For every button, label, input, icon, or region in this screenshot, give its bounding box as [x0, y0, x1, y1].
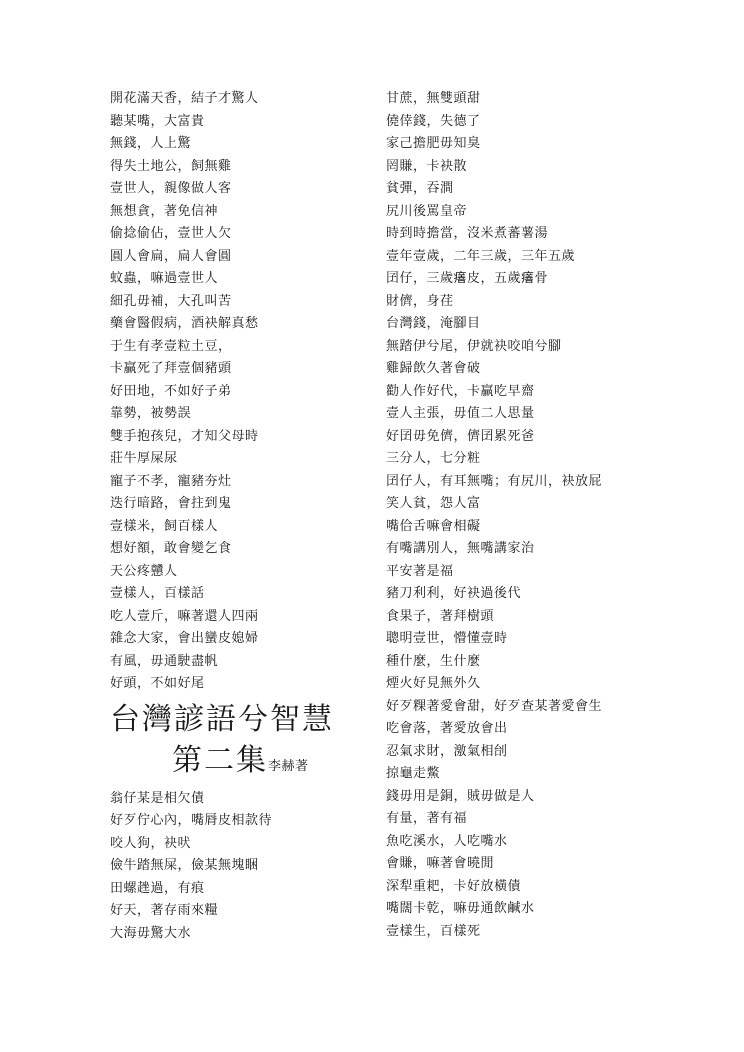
proverb-line: 深犁重耙，卡好放橫債 — [386, 878, 522, 894]
proverb-line: 天公疼戇人 — [110, 563, 178, 579]
proverb-list-right — [386, 88, 676, 943]
proverb-line: 無踏伊兮尾，伊就袂咬咱兮腳 — [386, 338, 562, 354]
proverb-line: 偷捻偷佔，壹世人欠 — [110, 226, 232, 241]
proverb-list-left-top — [110, 88, 370, 696]
proverb-line: 三分人，七分粧 — [386, 451, 481, 466]
proverb-line: 細孔毋補，大孔叫苦 — [110, 293, 232, 309]
proverb-line: 寵子不孝，寵豬夯灶 — [110, 473, 232, 489]
proverb-line: 囝仔，三歲𤺪皮，五歲𤺪骨 — [386, 271, 549, 286]
proverb-line: 翁仔某是相欠債 — [110, 790, 205, 806]
proverb-line: 囝仔人，有耳無嘴；有尻川，袂放屁 — [386, 473, 603, 489]
proverb-line: 會賺，嘛著會曉閒 — [386, 856, 495, 871]
proverb-line: 壹人主張，毋值二人思量 — [386, 406, 535, 421]
proverb-line: 迭行暗路，會拄到鬼 — [110, 496, 232, 511]
proverb-line: 田螺趖過，有痕 — [110, 880, 205, 896]
proverb-line: 想好額，敢會變乞食 — [110, 541, 232, 556]
proverb-line: 煙火好見無外久 — [386, 676, 481, 691]
proverb-line: 無錢，人上驚 — [110, 136, 192, 151]
proverb-line: 台灣錢，淹腳目 — [386, 316, 481, 331]
proverb-line: 雜念大家，會出蠻皮媳婦 — [110, 631, 259, 646]
proverb-line: 笑人貧，怨人富 — [386, 496, 481, 511]
left-column — [110, 88, 370, 945]
proverb-line: 咬人狗，袂吠 — [110, 835, 192, 851]
proverb-line: 吃人壹斤，嘛著還人四兩 — [110, 608, 259, 624]
proverb-line: 無想貪，著免信神 — [110, 203, 219, 219]
proverb-line: 貧彈，吞澗 — [386, 181, 454, 196]
proverb-line: 雙手抱孩兒，才知父母時 — [110, 428, 259, 444]
proverb-line: 好頭，不如好尾 — [110, 676, 205, 691]
author-label: 李赫著 — [268, 758, 309, 774]
proverb-line: 平安著是福 — [386, 563, 454, 579]
proverb-line: 壹年壹歲，二年三歲，三年五歲 — [386, 248, 576, 264]
proverb-line: 壹樣生，百樣死 — [386, 923, 481, 939]
volume-heading — [110, 740, 370, 782]
proverb-line: 蚊蟲，嘛過壹世人 — [110, 271, 219, 286]
proverb-line: 靠勢，被勢誤 — [110, 406, 192, 421]
right-column — [386, 88, 676, 943]
proverb-line: 雞歸飲久著會破 — [386, 361, 481, 376]
proverb-line: 錢毋用是銅，賊毋做是人 — [386, 788, 535, 804]
proverb-line: 有量，著有福 — [386, 811, 468, 826]
proverb-line: 圓人會扁，扁人會圓 — [110, 248, 232, 264]
proverb-line: 壹樣人，百樣話 — [110, 586, 205, 601]
proverb-line: 得失土地公，飼無雞 — [110, 158, 232, 174]
proverb-line: 嘴闊卡乾，嘛毋通飲鹹水 — [386, 901, 535, 916]
proverb-line: 藥會醫假病，酒袂解真愁 — [110, 316, 259, 331]
proverb-line: 卡贏死了拜壹個豬頭 — [110, 361, 232, 376]
proverb-list-left-bottom — [110, 788, 370, 946]
proverb-line: 甘蔗，無雙頭甜 — [386, 91, 481, 106]
proverb-line: 僥倖錢，失德了 — [386, 113, 481, 129]
volume-label: 第二集 — [172, 742, 268, 778]
proverb-line: 魚吃溪水，人吃嘴水 — [386, 833, 508, 849]
proverb-line: 好歹粿著愛會甜，好歹查某著愛會生 — [386, 698, 603, 714]
proverb-line: 家己擔肥毋知臭 — [386, 136, 481, 151]
proverb-line: 種什麼，生什麼 — [386, 653, 481, 669]
proverb-line: 開花滿天香，結子才驚人 — [110, 91, 259, 106]
proverb-line: 好歹佇心內，嘴脣皮相款待 — [110, 813, 273, 828]
proverb-line: 儉牛踏無屎，儉某無塊睏 — [110, 858, 259, 873]
proverb-line: 掠龜走鱉 — [386, 766, 441, 781]
proverb-line: 聽某嘴，大富貴 — [110, 113, 205, 129]
proverb-line: 好田地，不如好子弟 — [110, 383, 232, 399]
proverb-line: 罔賺，卡袂散 — [386, 158, 468, 174]
proverb-line: 聰明壹世，懵懂壹時 — [386, 631, 508, 646]
proverb-line: 嘴佮舌嘛會相礙 — [386, 518, 481, 534]
proverb-line: 有嘴講別人，無嘴講家治 — [386, 541, 535, 556]
proverb-line: 于生有孝壹粒土豆， — [110, 338, 232, 354]
proverb-line: 忍氣求財，激氣相刣 — [386, 743, 508, 759]
proverb-line: 豬刀利利，好袂過後代 — [386, 586, 522, 601]
proverb-line: 食果子，著拜樹頭 — [386, 608, 495, 624]
proverb-line: 吃會落，著愛放會出 — [386, 721, 508, 736]
proverb-line: 好天，著存雨來糧 — [110, 903, 219, 918]
proverb-line: 尻川後罵皇帝 — [386, 203, 468, 219]
proverb-line: 時到時擔當，沒米煮蕃薯湯 — [386, 226, 549, 241]
proverb-line: 財儕，身荏 — [386, 293, 454, 309]
proverb-line: 莊牛厚屎尿 — [110, 451, 178, 466]
proverb-line: 壹樣米，飼百樣人 — [110, 518, 219, 534]
proverb-line: 壹世人，親像做人客 — [110, 181, 232, 196]
book-title: 台灣諺語兮智慧 — [110, 701, 334, 737]
proverb-line: 好囝毋免儕，儕囝累死爸 — [386, 428, 535, 444]
proverb-line: 勸人作好代，卡贏吃早齋 — [386, 383, 535, 399]
proverb-line: 大海毋驚大水 — [110, 925, 192, 941]
proverb-line: 有風，毋通駛盡帆 — [110, 653, 219, 669]
